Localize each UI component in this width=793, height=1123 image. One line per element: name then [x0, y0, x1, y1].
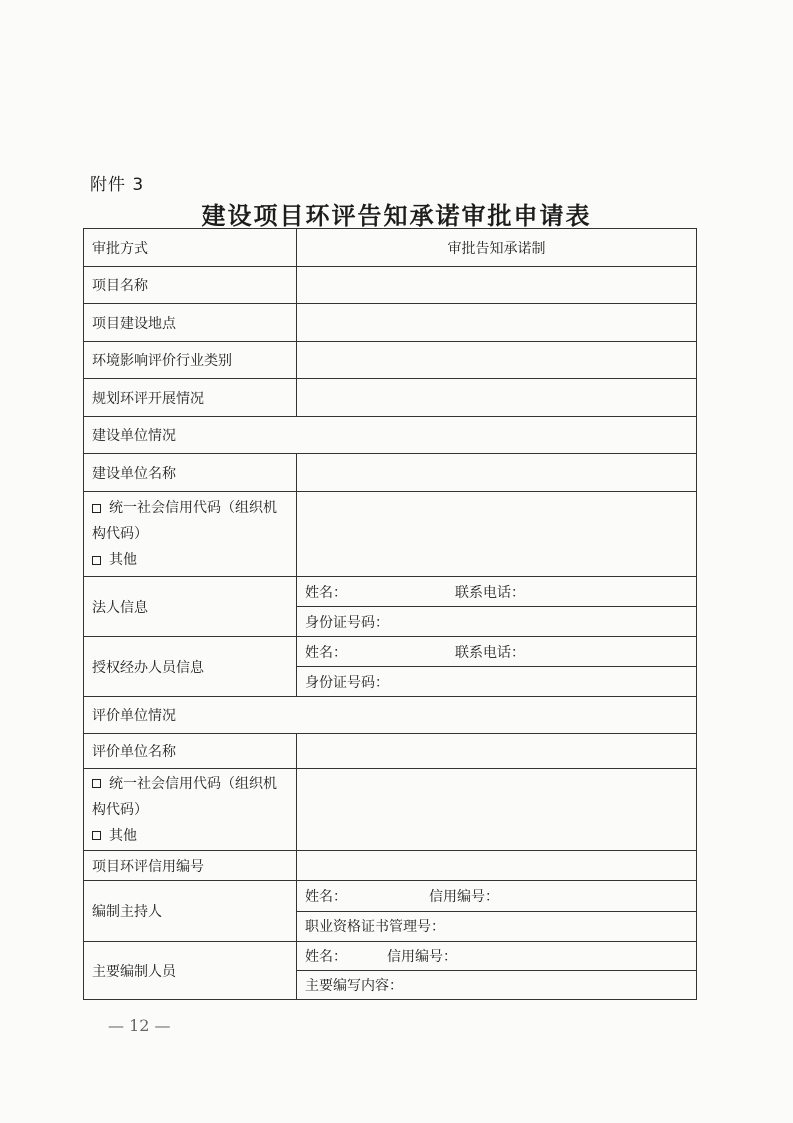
evaluator-credit-code-option[interactable]: 统一社会信用代码（组织机构代码）	[92, 775, 277, 818]
checkbox-icon[interactable]	[92, 556, 101, 565]
page-number: — 12 —	[108, 1016, 171, 1035]
row-project-name	[84, 267, 697, 304]
planning-eia-field[interactable]	[297, 379, 697, 417]
builder-section-heading: 建设单位情况	[84, 417, 697, 454]
row-approval-method	[84, 229, 697, 267]
checkbox-icon[interactable]	[92, 831, 101, 840]
planning-eia-label: 规划环评开展情况	[84, 379, 297, 417]
row-evaluator-name	[84, 734, 697, 769]
builder-code-field[interactable]	[297, 492, 697, 577]
main-staff-name-credit[interactable]: 姓名： 信用编号：	[297, 942, 696, 971]
row-project-location	[84, 304, 697, 342]
industry-category-field[interactable]	[297, 342, 697, 379]
project-location-field[interactable]	[297, 304, 697, 342]
host-name-credit[interactable]: 姓名： 信用编号：	[297, 881, 696, 911]
row-legal-person	[84, 577, 697, 637]
checkbox-icon[interactable]	[92, 504, 101, 513]
project-name-field[interactable]	[297, 267, 697, 304]
eia-credit-number-field[interactable]	[297, 851, 697, 881]
evaluator-code-label	[84, 769, 297, 851]
builder-name-label: 建设单位名称	[84, 454, 297, 492]
row-host	[84, 881, 697, 942]
project-name-label: 项目名称	[84, 267, 297, 304]
agent-name-phone[interactable]: 姓名： 联系电话：	[297, 637, 696, 667]
builder-code-label	[84, 492, 297, 577]
project-location-label: 项目建设地点	[84, 304, 297, 342]
row-planning-eia	[84, 379, 697, 417]
main-staff-content[interactable]: 主要编写内容：	[305, 978, 403, 994]
checkbox-icon[interactable]	[92, 779, 101, 788]
evaluator-section-heading: 评价单位情况	[84, 697, 697, 734]
evaluator-code-field[interactable]	[297, 769, 697, 851]
row-builder-code	[84, 492, 697, 577]
row-evaluator-heading	[84, 697, 697, 734]
builder-other-option[interactable]: 其他	[92, 547, 288, 573]
row-eia-credit-number	[84, 851, 697, 881]
row-industry-category	[84, 342, 697, 379]
approval-method-value: 审批告知承诺制	[297, 229, 697, 267]
row-agent	[84, 637, 697, 697]
builder-credit-code-option[interactable]: 统一社会信用代码（组织机构代码）	[92, 500, 277, 542]
row-builder-name	[84, 454, 697, 492]
legal-person-label: 法人信息	[84, 577, 297, 637]
evaluator-name-label: 评价单位名称	[84, 734, 297, 769]
approval-method-label: 审批方式	[84, 229, 297, 267]
host-label: 编制主持人	[84, 881, 297, 942]
main-staff-label: 主要编制人员	[84, 942, 297, 1000]
industry-category-label: 环境影响评价行业类别	[84, 342, 297, 379]
row-main-staff	[84, 942, 697, 1000]
host-cert-number[interactable]: 职业资格证书管理号：	[305, 919, 445, 936]
attachment-label: 附件 3	[90, 175, 145, 195]
agent-label: 授权经办人员信息	[84, 637, 297, 697]
evaluator-name-field[interactable]	[297, 734, 697, 769]
builder-name-field[interactable]	[297, 454, 697, 492]
form-title: 建设项目环评告知承诺审批申请表	[201, 201, 592, 230]
application-form	[83, 228, 697, 1000]
legal-person-name-phone[interactable]: 姓名： 联系电话：	[297, 577, 696, 607]
legal-person-id[interactable]: 身份证号码：	[305, 614, 389, 631]
eia-credit-number-label: 项目环评信用编号	[84, 851, 297, 881]
row-builder-heading	[84, 417, 697, 454]
row-evaluator-code	[84, 769, 697, 851]
agent-id[interactable]: 身份证号码：	[305, 674, 389, 691]
evaluator-other-option[interactable]: 其他	[92, 823, 288, 849]
